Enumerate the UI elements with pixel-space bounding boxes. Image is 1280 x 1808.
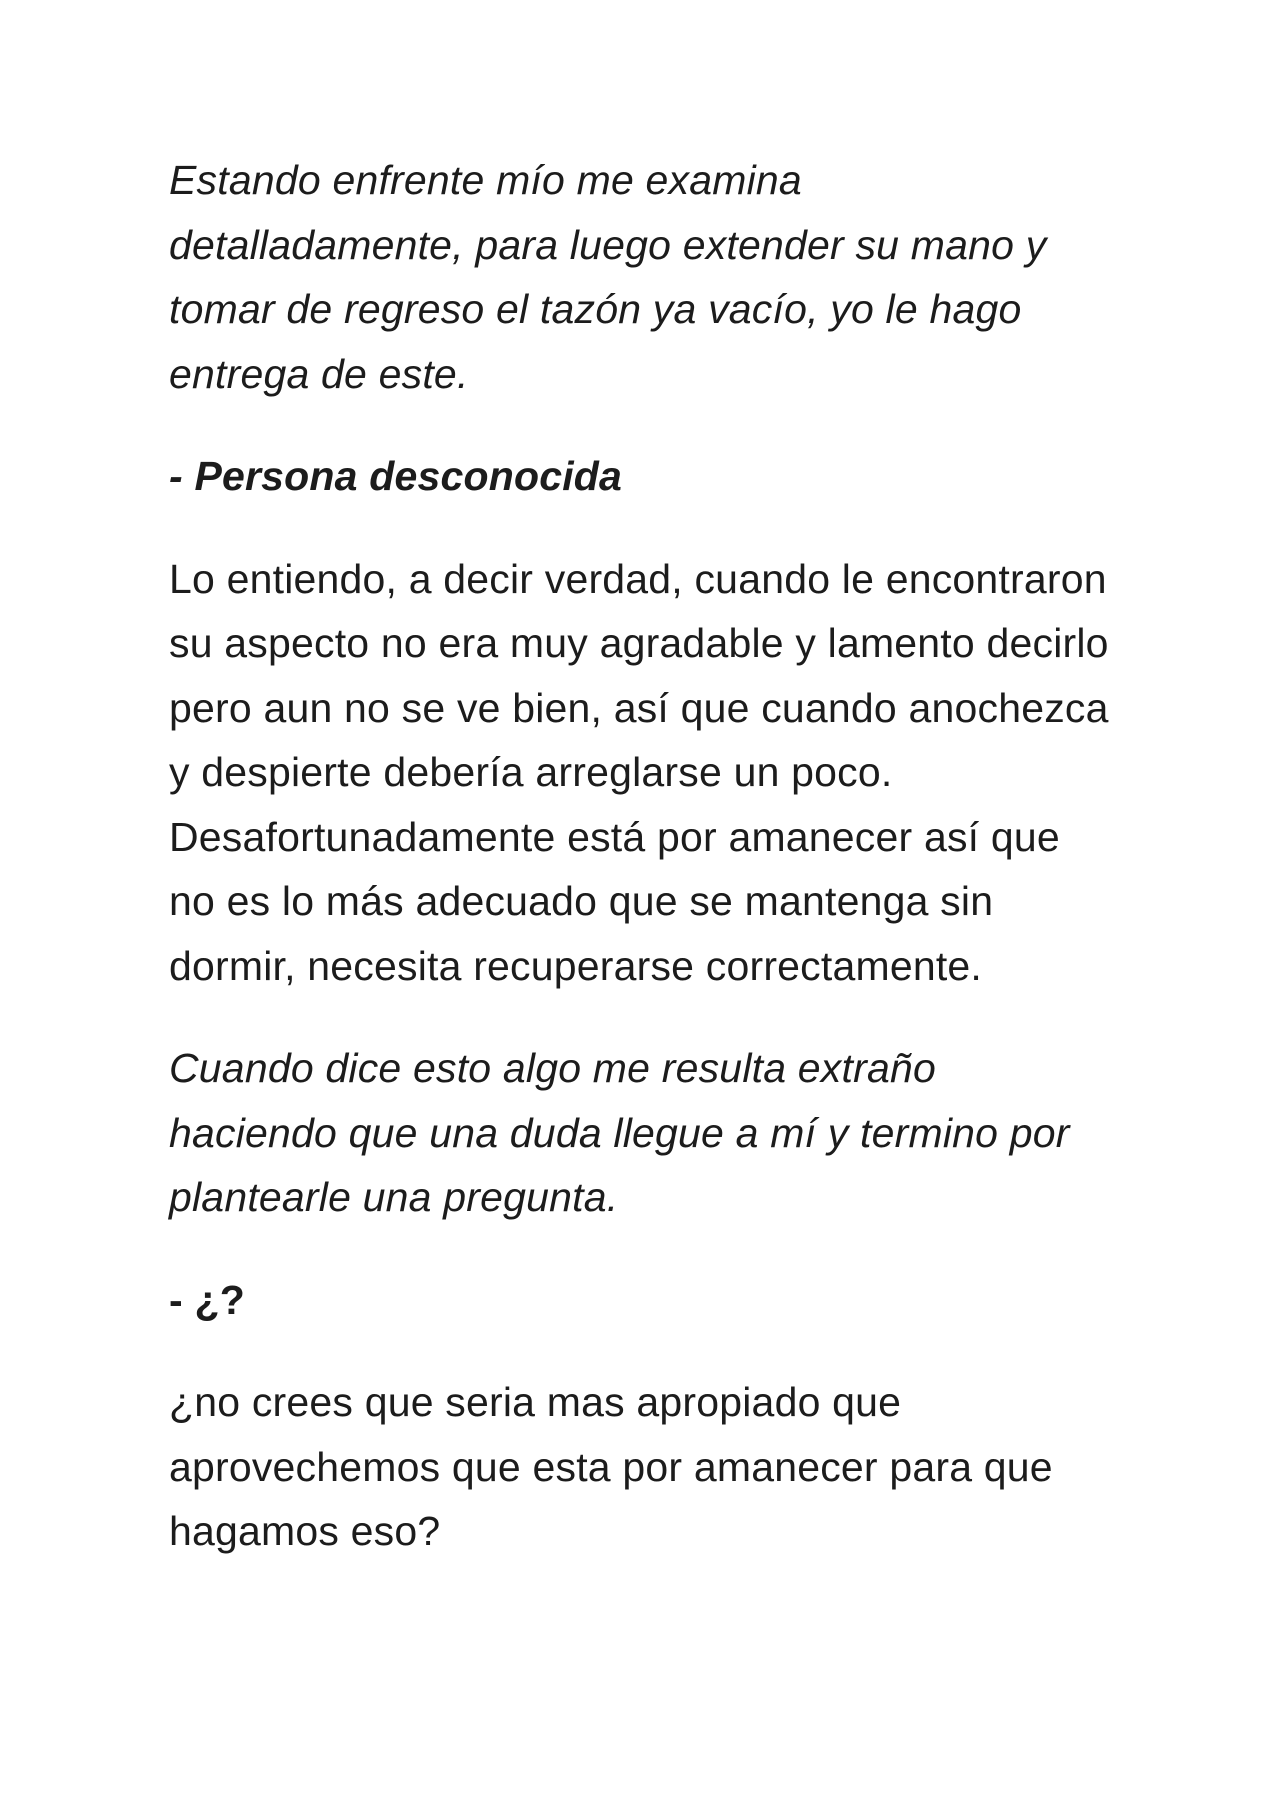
text-line: hagamos eso? [169, 1508, 441, 1554]
text-line: pero aun no se ve bien, así que cuando anochezca [169, 684, 1109, 731]
dialogue-paragraph-1 [169, 547, 1149, 999]
text-line: aprovechemos que esta por amanecer para que [169, 1443, 1053, 1490]
text-line: no es lo más adecuado que se mantenga sin [169, 878, 994, 924]
text-line: haciendo que una duda llegue a mí y termino por [169, 1109, 1070, 1156]
narration-paragraph-1 [169, 148, 1149, 406]
text-line: - Persona desconocida [169, 453, 623, 499]
text-line: y despierte debería arreglarse un poco. [169, 749, 893, 795]
text-line: - ¿? [169, 1276, 245, 1323]
text-line: dormir, necesita recuperarse correctamente. [169, 942, 983, 989]
text-line: entrega de este. [169, 350, 469, 397]
text-line: ¿no crees que seria mas apropiado que [169, 1379, 902, 1425]
story-text [169, 148, 1149, 1602]
text-line: detalladamente, para luego extender su mano y [169, 221, 1047, 268]
text-line: plantearle una pregunta. [169, 1174, 619, 1220]
text-line: Estando enfrente mío me examina [169, 157, 802, 203]
text-line: Desafortunadamente está por amanecer así que [169, 813, 1060, 860]
speaker-label-question [169, 1268, 1149, 1333]
dialogue-paragraph-2 [169, 1370, 1149, 1564]
text-line: Cuando dice esto algo me resulta extraño [169, 1045, 936, 1091]
text-line: su aspecto no era muy agradable y lamento decirlo [169, 620, 1109, 666]
speaker-label-unknown-person [169, 444, 1149, 509]
text-line: Lo entiendo, a decir verdad, cuando le encontraron [169, 555, 1107, 602]
text-line: tomar de regreso el tazón ya vacío, yo le hago [169, 286, 1022, 332]
narration-paragraph-2 [169, 1036, 1149, 1230]
